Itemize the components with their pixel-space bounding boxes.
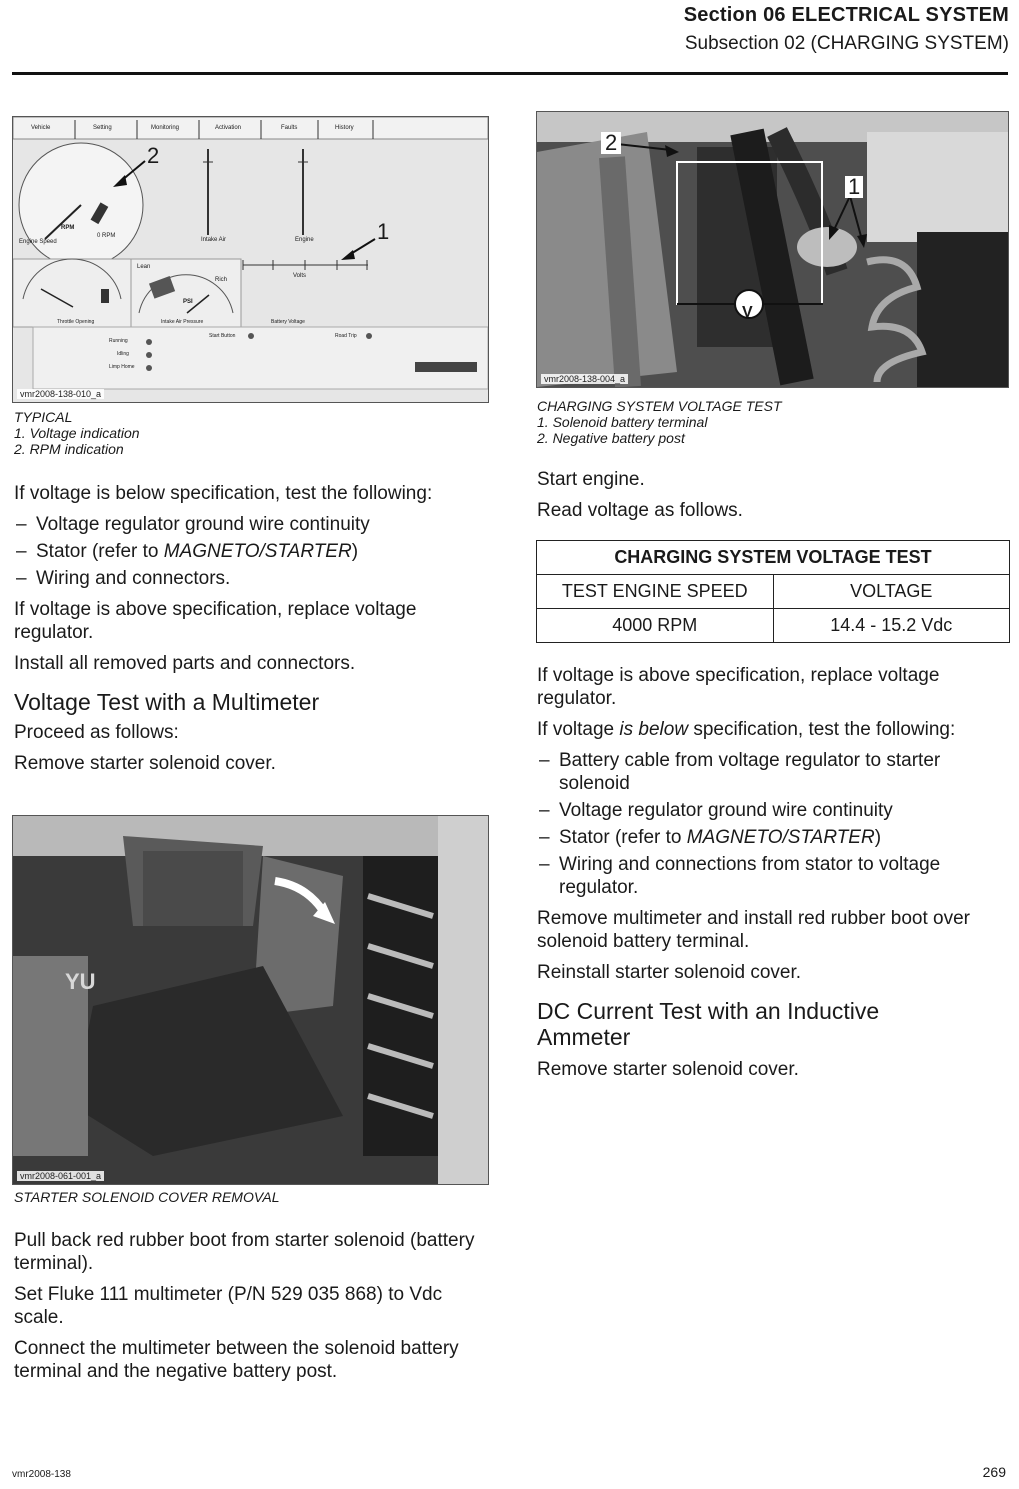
right-text-block [537,468,1009,530]
paragraph: Start engine. [537,469,645,490]
paragraph: If voltage is above specification, replace voltage regulator. [537,665,940,709]
emphasis: is below [619,719,689,740]
tab-history: History [335,125,354,131]
section-heading: DC Current Test with an Inductive Ammeter [537,998,880,1050]
list-item: – Stator (refer to MAGNETO/STARTER) [14,540,486,563]
callout-1: 1 [377,219,390,244]
table-cell: 14.4 - 15.2 Vdc [773,609,1010,643]
tab-vehicle: Vehicle [31,125,51,131]
list-item: – Wiring and connections from stator to voltage regulator. [537,853,1011,899]
figure2-caption-item: 1. Solenoid battery terminal [537,414,708,430]
tab-monitoring: Monitoring [151,125,180,131]
paragraph: If voltage is below specification, test the following: [537,719,956,740]
subsection-title: Subsection 02 (CHARGING SYSTEM) [684,33,1009,54]
list-item: – Stator (refer to MAGNETO/STARTER) [537,826,1011,849]
figure1-caption-item: 1. Voltage indication [14,425,140,441]
label-psi: PSI [183,299,193,305]
figure1-caption-title: TYPICAL [14,409,73,425]
voltage-test-table [536,540,1010,643]
paragraph: Read voltage as follows. [537,500,743,521]
figure2-caption [537,398,782,446]
figure1-caption-item: 2. RPM indication [14,441,124,457]
paragraph: Remove starter solenoid cover. [537,1059,799,1080]
label-rich: Rich [215,277,228,283]
label-volts: Volts [293,273,307,279]
status-limp-home: Limp Home [109,364,135,370]
table-header: VOLTAGE [773,575,1010,609]
label-rpm: RPM [61,225,75,231]
status-start-button: Start Button [209,333,236,339]
table-title: CHARGING SYSTEM VOLTAGE TEST [537,541,1010,575]
paragraph: Connect the multimeter between the solenoid battery terminal and the negative battery post. [14,1338,459,1382]
status-road-trip: Road Trip [335,333,357,339]
cross-reference: MAGNETO/STARTER [163,541,352,562]
paragraph: Set Fluke 111 multimeter (P/N 529 035 868) to Vdc scale. [14,1284,443,1328]
label-zero-rpm: 0 RPM [97,233,116,239]
label-intake-air: Intake Air [201,237,227,243]
list-item: – Voltage regulator ground wire continuity [14,513,486,536]
figure2-caption-item: 2. Negative battery post [537,430,685,446]
figure-voltage-test-photo [536,111,1009,388]
paragraph: Remove starter solenoid cover. [14,753,276,774]
figure-diagnostic-screen [12,116,489,403]
list-item: – Voltage regulator ground wire continuity [537,799,1011,822]
label-engine: Engine [295,237,314,243]
figure2-caption-title: CHARGING SYSTEM VOLTAGE TEST [537,398,782,414]
footer-code: vmr2008-138 [12,1469,71,1480]
figure3-caption: STARTER SOLENOID COVER REMOVAL [14,1189,280,1205]
label-throttle: Throttle Opening [57,319,95,325]
paragraph: Proceed as follows: [14,722,179,743]
left-text-block-2 [14,1229,486,1391]
cross-reference: MAGNETO/STARTER [686,827,875,848]
right-text-block-2 [537,664,1011,1089]
figure1-caption [14,409,140,457]
header-rule [12,72,1008,75]
tab-activation: Activation [215,125,242,131]
tab-setting: Setting [93,125,112,131]
figure-id: vmr2008-138-004_a [541,374,628,384]
label-intake-pressure: Intake Air Pressure [161,319,204,325]
status-idling: Idling [117,351,129,357]
figure-id: vmr2008-061-001_a [17,1171,104,1181]
paragraph: If voltage is above specification, replace voltage regulator. [14,599,417,643]
figure-id: vmr2008-138-010_a [17,389,104,399]
table-header: TEST ENGINE SPEED [537,575,774,609]
tab-faults: Faults [281,125,298,131]
callout-2: 2 [147,143,160,168]
label-lean: Lean [137,264,151,270]
paragraph: Install all removed parts and connectors. [14,653,356,674]
page-number: 269 [982,1464,1006,1480]
section-title: Section 06 ELECTRICAL SYSTEM [683,4,1009,26]
battery-brand-label: YU [65,969,96,994]
callout-1: 1 [845,176,863,198]
table-cell: 4000 RPM [537,609,774,643]
paragraph: Pull back red rubber boot from starter solenoid (battery terminal). [14,1230,475,1274]
paragraph: Remove multimeter and install red rubber boot over solenoid battery terminal. [537,908,970,952]
callout-2: 2 [601,132,621,154]
status-running: Running [109,338,128,344]
figure-solenoid-cover-photo [12,815,489,1185]
label-engine-speed: Engine Speed [19,239,57,245]
left-text-block [14,482,486,783]
solenoid-cover-photo-illustration [13,816,488,1184]
diagnostic-screen-illustration [13,117,488,402]
meter-symbol: V [742,304,753,321]
paragraph: Reinstall starter solenoid cover. [537,962,802,983]
list-item: – Wiring and connectors. [14,567,486,590]
label-battery-voltage: Battery Voltage [271,319,305,325]
list-item: – Battery cable from voltage regulator to starter solenoid [537,749,1011,795]
section-heading: Voltage Test with a Multimeter [14,689,320,715]
paragraph: If voltage is below specification, test the following: [14,483,433,504]
